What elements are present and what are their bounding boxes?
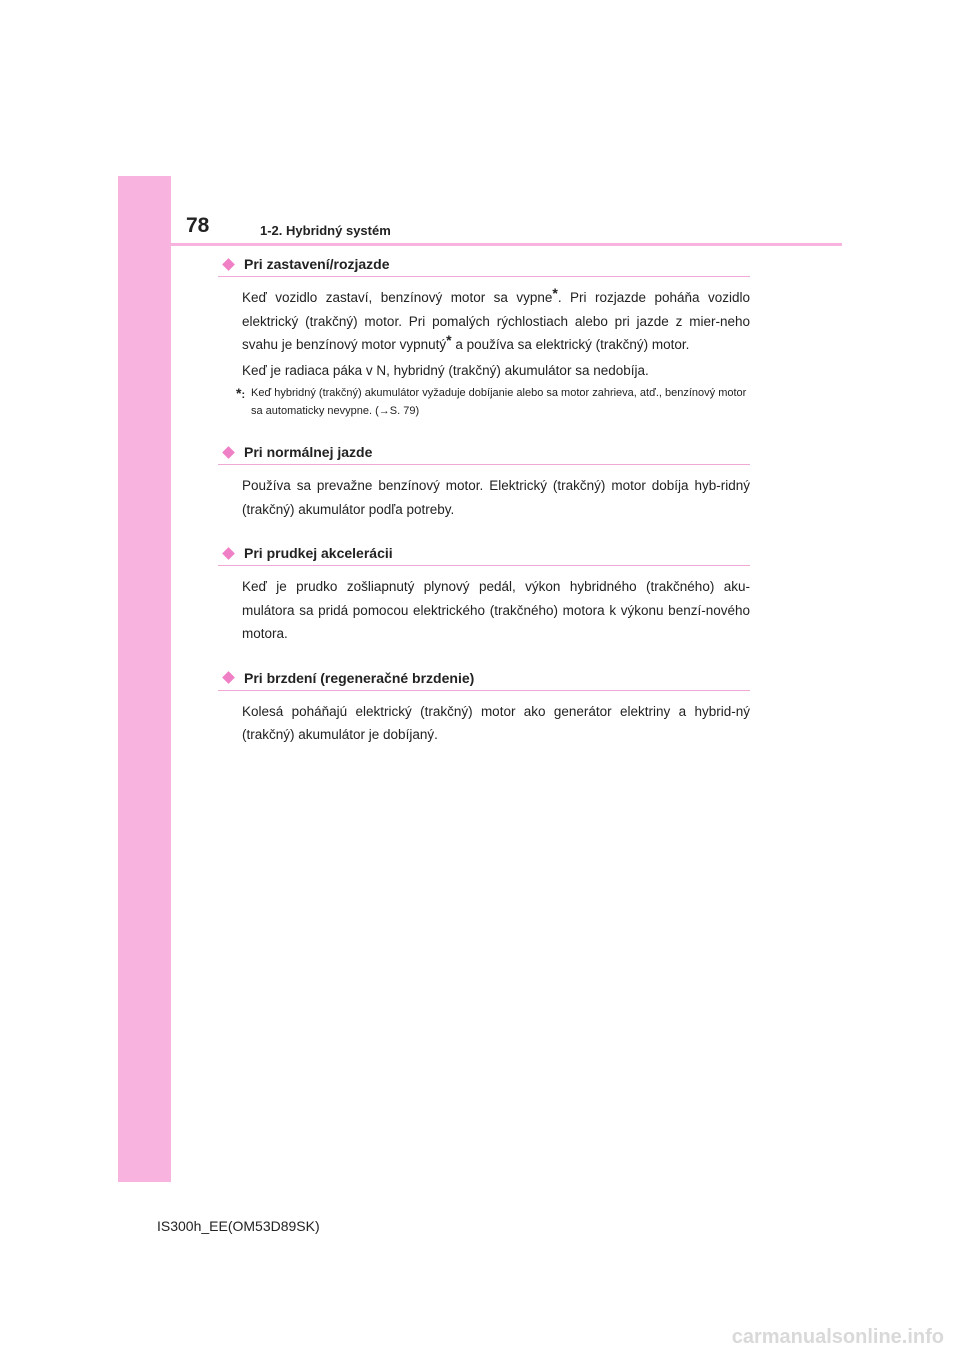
asterisk-mark: * [552,285,558,301]
footnote [236,384,750,420]
heading-zastaveni [218,252,750,277]
paragraph-brzdenie: Kolesá poháňajú elektrický (trakčný) motor ako generátor elektriny a hybrid-ný (trakčný) akumulátor je dobíjaný. [242,703,750,742]
paragraph-normalna-jazda: Používa sa prevažne benzínový motor. Elektrický (trakčný) motor dobíja hyb-ridný (trakčný) akumulátor podľa potreby. [242,478,750,517]
diamond-bullet-icon [222,258,235,271]
paragraph-zastaveni-2: Keď je radiaca páka v N, hybridný (trakčný) akumulátor sa nedobíja. [242,362,649,378]
header-rule [118,243,842,246]
heading-brzdenie [218,666,750,691]
diamond-bullet-icon [222,671,235,684]
heading-normalna-jazda [218,440,750,465]
side-color-band [118,176,171,1182]
footnote-colon: : [241,389,246,401]
text-run: . Pri rozjazde poháňa vozidlo elektrický (trakčný) motor. Pri pomalých rýchlostiach alebo pri jazde z mier-neho svahu je benzínový motor vypnutý [242,290,750,352]
text-run: a používa sa elektrický (trakčný) motor. [451,337,690,352]
heading-text: Pri zastavení/rozjazde [244,256,390,272]
heading-text: Pri normálnej jazde [244,444,373,460]
footnote-text: Keď hybridný (trakčný) akumulátor vyžaduje dobíjanie alebo sa motor zahrieva, atď., benzínový motor sa automaticky nevypne. (→S. 79) [251,387,747,417]
document-code: IS300h_EE(OM53D89SK) [157,1218,320,1234]
page-number: 78 [186,214,210,237]
watermark: carmanualsonline.info [731,1326,944,1348]
footnote-marker [236,384,251,420]
heading-text: Pri brzdení (regeneračné brzdenie) [244,669,475,686]
asterisk-mark: * [236,385,242,401]
diamond-bullet-icon [222,547,235,560]
page-content [218,252,750,747]
text-run: Keď vozidlo zastaví, benzínový motor sa vypne [242,290,553,305]
paragraph-zastaveni-1 [242,286,750,357]
diamond-bullet-icon [222,446,235,459]
asterisk-mark: * [446,332,452,348]
heading-prudka-akceleracia [218,541,750,566]
paragraph-prudka-akceleracia: Keď je prudko zošliapnutý plynový pedál, výkon hybridného (trakčného) aku-mulátora sa pridá pomocou elektrického (trakčného) motora k výkonu benzí-nového motora. [242,579,750,641]
section-title: 1-2. Hybridný systém [260,223,391,238]
heading-text: Pri prudkej akcelerácii [244,545,393,561]
